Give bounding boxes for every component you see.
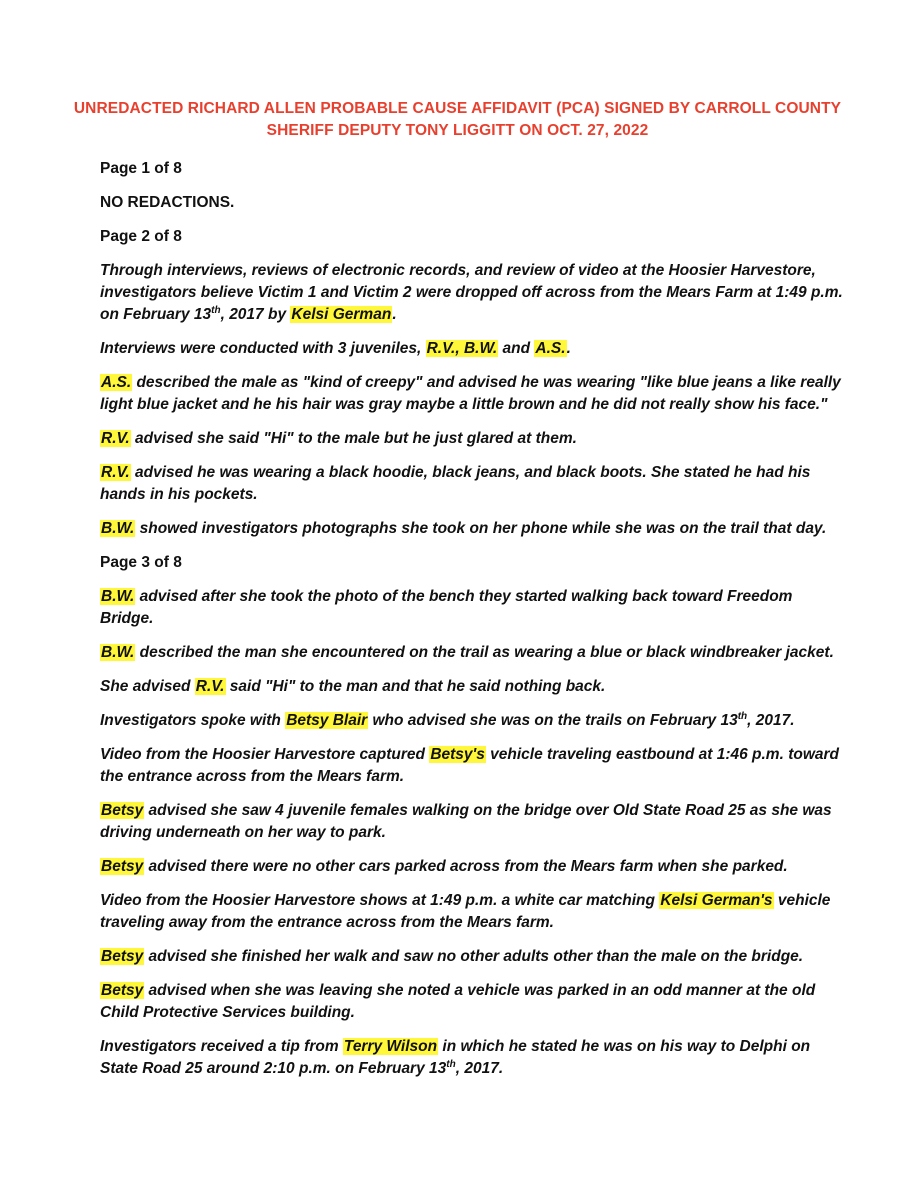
highlighted-name: R.V. xyxy=(101,430,130,447)
text: advised there were no other cars parked across from the Mears farm when she parked. xyxy=(144,858,788,875)
paragraph-4 xyxy=(100,428,843,450)
text: Investigators spoke with xyxy=(100,712,286,729)
text: advised she finished her walk and saw no other adults other than the male on the bridge. xyxy=(144,948,804,965)
text: , 2017 by xyxy=(220,306,291,323)
text: in which he stated he was on his way to Delphi on State Road 25 around 2:10 p.m. on February 13 xyxy=(100,1038,811,1077)
paragraph-2 xyxy=(100,338,843,360)
superscript: th xyxy=(211,304,221,316)
highlighted-name: Terry Wilson xyxy=(343,1038,438,1055)
text: Through interviews, reviews of electronic records, and review of video at the Hoosier Harvestore, investigators believe Victim 1 and Victim 2 were dropped off across from the Mears Farm at 1:49 p.m. on February 13 xyxy=(100,262,843,323)
text: described the male as "kind of creepy" and advised he was wearing "like blue jeans a like really light blue jacket and he his hair was gray maybe a little brown and he did not really show his face." xyxy=(100,374,841,413)
highlighted-name: Betsy Blair xyxy=(286,712,368,729)
text: who advised she was on the trails on February 13 xyxy=(368,712,738,729)
paragraph-17 xyxy=(100,1036,843,1080)
text: Investigators received a tip from xyxy=(100,1038,343,1055)
text: , 2017. xyxy=(747,712,795,729)
text: showed investigators photographs she took on her phone while she was on the trail that day. xyxy=(135,520,827,537)
paragraph-3 xyxy=(100,372,843,416)
text: Video from the Hoosier Harvestore captured xyxy=(100,746,430,763)
paragraph-15 xyxy=(100,946,843,968)
page-label-3: Page 3 of 8 xyxy=(100,554,182,571)
highlighted-name: R.V. xyxy=(101,464,130,481)
text: . xyxy=(392,306,397,323)
paragraph-6 xyxy=(100,518,843,540)
text: advised after she took the photo of the bench they started walking back toward Freedom Bridge. xyxy=(100,588,793,627)
paragraph-7 xyxy=(100,586,843,630)
text: . xyxy=(566,340,571,357)
paragraph-10 xyxy=(100,710,843,732)
highlighted-name: Betsy xyxy=(101,982,144,999)
text: described the man she encountered on the trail as wearing a blue or black windbreaker jacket. xyxy=(135,644,834,661)
page-label-2: Page 2 of 8 xyxy=(100,228,182,245)
paragraph-16 xyxy=(100,980,843,1024)
text: Interviews were conducted with 3 juveniles, xyxy=(100,340,426,357)
paragraph-13 xyxy=(100,856,843,878)
superscript: th xyxy=(737,710,748,722)
text: advised she said "Hi" to the male but he just glared at them. xyxy=(130,430,577,447)
paragraph-12 xyxy=(100,800,843,844)
highlighted-name: Betsy xyxy=(101,802,144,819)
highlighted-name: Kelsi German xyxy=(291,306,392,323)
paragraph-5 xyxy=(100,462,843,506)
text: vehicle traveling eastbound at 1:46 p.m. toward the entrance across from the Mears farm. xyxy=(100,746,840,785)
text: Video from the Hoosier Harvestore shows at 1:49 p.m. a white car matching xyxy=(100,892,660,909)
highlighted-name: Kelsi German's xyxy=(660,892,773,909)
text: , 2017. xyxy=(455,1060,504,1077)
highlighted-name: B.W. xyxy=(101,644,135,661)
highlighted-name: A.S. xyxy=(101,374,132,391)
highlighted-name: R.V. xyxy=(195,678,225,695)
highlighted-name: R.V., B.W. xyxy=(426,340,498,357)
highlighted-name: A.S. xyxy=(535,340,566,357)
highlighted-name: Betsy's xyxy=(430,746,485,763)
text: and xyxy=(498,340,535,357)
highlighted-name: B.W. xyxy=(101,588,135,605)
document-title: UNREDACTED RICHARD ALLEN PROBABLE CAUSE AFFIDAVIT (PCA) SIGNED BY CARROLL COUNTY SHERIFF DEPUTY TONY LIGGITT ON OCT. 27, 2022 xyxy=(73,100,842,139)
text: advised when she was leaving she noted a vehicle was parked in an odd manner at the old Child Protective Services building. xyxy=(100,982,816,1021)
paragraph-9 xyxy=(100,676,843,698)
superscript: th xyxy=(446,1058,456,1070)
paragraph-14 xyxy=(100,890,843,934)
paragraph-11 xyxy=(100,744,843,788)
text: She advised xyxy=(100,678,195,695)
text: vehicle traveling away from the entrance across from the Mears farm. xyxy=(100,892,831,931)
text: said "Hi" to the man and that he said nothing back. xyxy=(225,678,606,695)
text: advised she saw 4 juvenile females walking on the bridge over Old State Road 25 as she was driving underneath on her way to park. xyxy=(100,802,832,841)
paragraph-1 xyxy=(100,260,843,326)
page-label-1: Page 1 of 8 xyxy=(100,160,182,177)
paragraph-8 xyxy=(100,642,843,664)
no-redactions-note: NO REDACTIONS. xyxy=(100,194,235,211)
text: advised he was wearing a black hoodie, black jeans, and black boots. She stated he had his hands in his pockets. xyxy=(100,464,811,503)
highlighted-name: B.W. xyxy=(101,520,135,537)
highlighted-name: Betsy xyxy=(101,858,144,875)
highlighted-name: Betsy xyxy=(101,948,144,965)
